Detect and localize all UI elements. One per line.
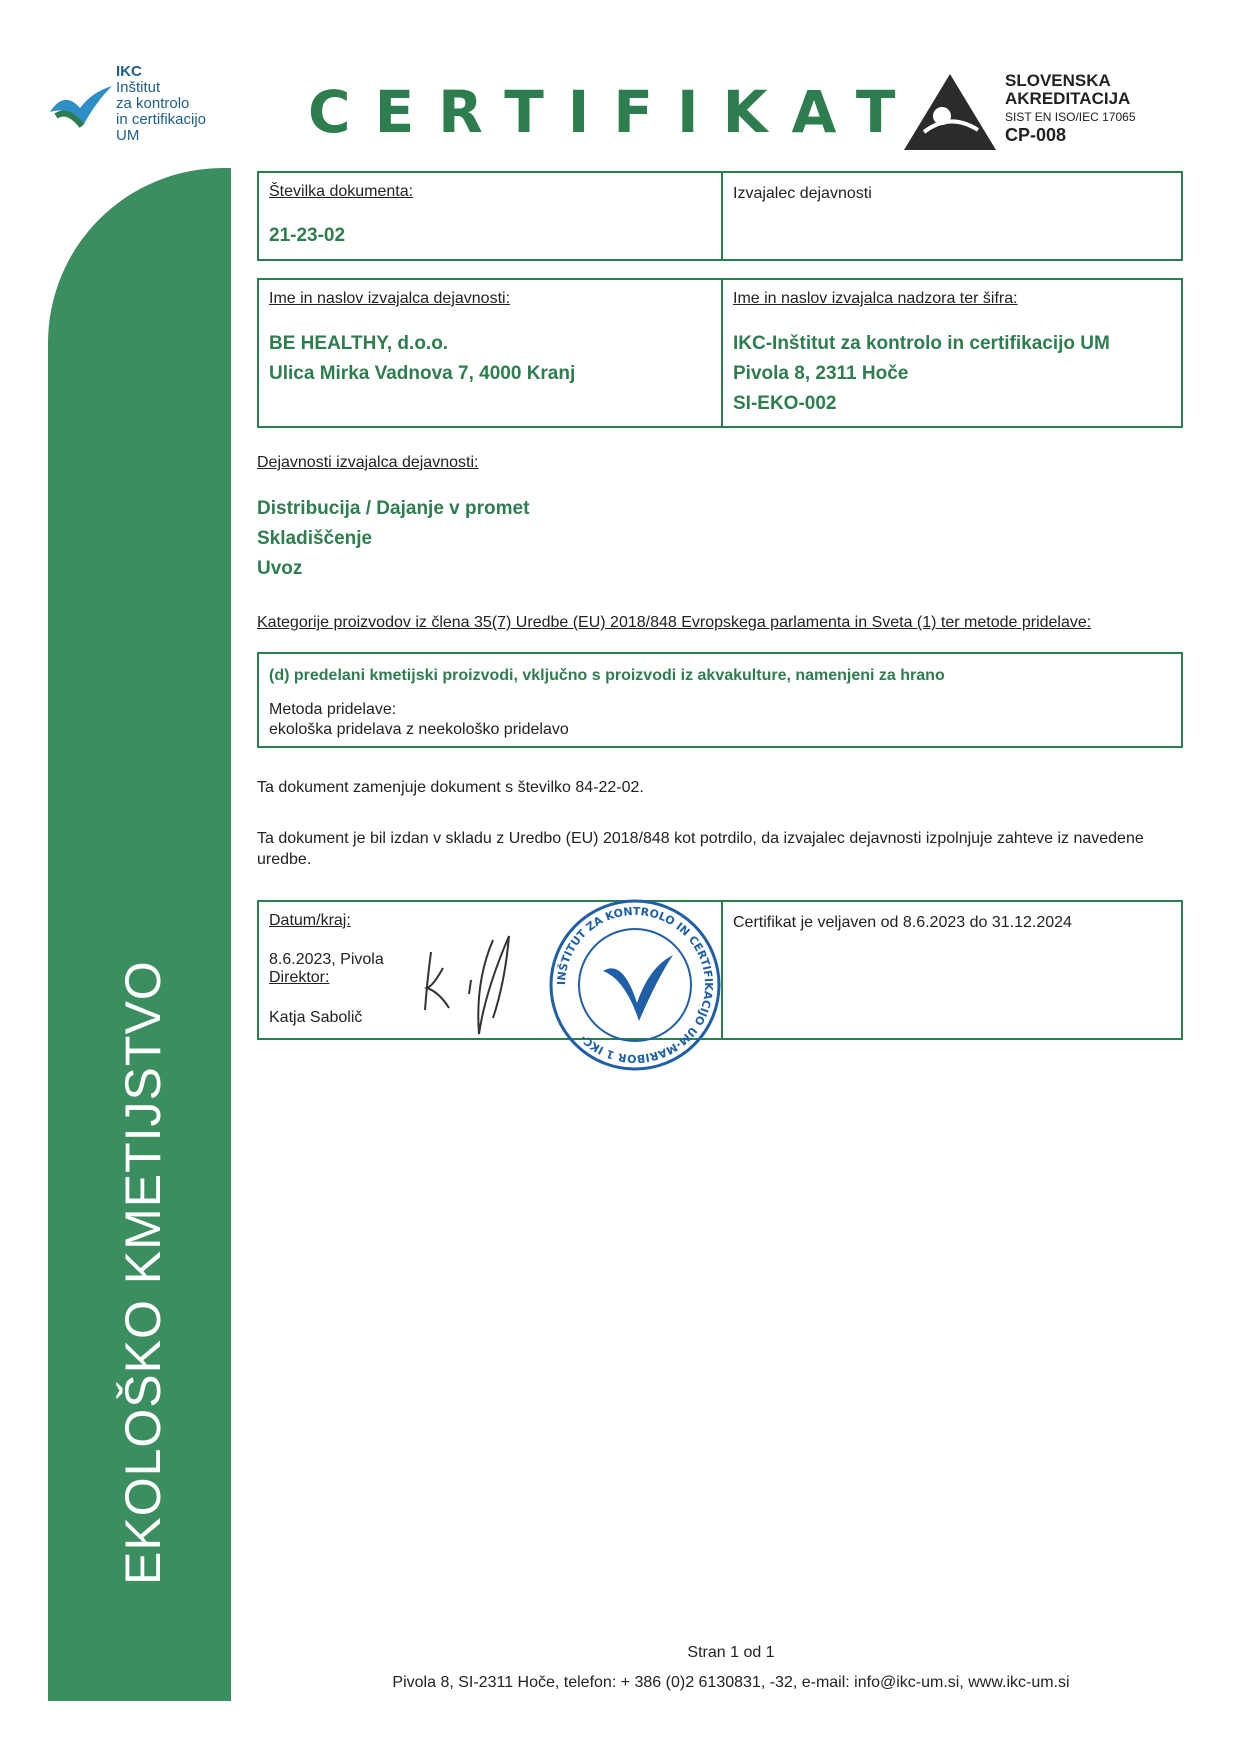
accreditation-text: [1005, 72, 1136, 144]
issued-text: Ta dokument je bil izdan v skladu z Uredbo (EU) 2018/848 kot potrdilo, da izvajalec dejavnosti izpolnjuje zahteve iz navedene uredbe.: [257, 830, 1144, 868]
divider: [721, 280, 723, 426]
control-body-label: Ime in naslov izvajalca nadzora ter šifra:: [733, 290, 1018, 307]
activity-item: Skladiščenje: [257, 528, 373, 549]
logo-line: Inštitut: [116, 79, 161, 96]
activity-item: Distribucija / Dajanje v promet: [257, 498, 530, 519]
categories-box: [257, 652, 1183, 748]
logo-line: in certifikacijo: [116, 111, 207, 128]
ikc-logo-text: [116, 64, 206, 144]
signature-icon: [409, 922, 529, 1042]
director-name: Katja Sabolič: [269, 1009, 363, 1026]
method-value: ekološka pridelava z neekološko pridelavo: [269, 721, 569, 738]
footer-address: Pivola 8, SI-2311 Hoče, telefon: + 386 (0)2 6130831, -32, e-mail: info@ikc-um.si, www.ikc-um.si: [392, 1674, 1070, 1691]
category-item: (d) predelani kmetijski proizvodi, vključno s proizvodi iz akvakulture, namenjeni za hrano: [269, 667, 945, 684]
sidebar-caption: EKOLOŠKO KMETIJSTVO: [115, 960, 171, 1585]
accreditation-line2: AKREDITACIJA: [1005, 89, 1131, 108]
logo-line: IKC: [116, 63, 142, 80]
logo-line: UM: [116, 127, 140, 144]
accreditation-code: CP-008: [1005, 125, 1067, 145]
replaces-text: Ta dokument zamenjuje dokument s številko 84-22-02.: [257, 779, 644, 796]
control-body-address: Pivola 8, 2311 Hoče: [733, 363, 909, 384]
director-label: Direktor:: [269, 969, 330, 986]
sidebar-caption-wrap: [103, 443, 183, 1643]
stamp-icon: [545, 895, 725, 1075]
divider: [721, 173, 723, 259]
accreditation-standard: SIST EN ISO/IEC 17065: [1005, 110, 1136, 124]
activities-list: [257, 494, 529, 584]
page-title: CERTIFIKAT: [308, 78, 920, 146]
stamp-text: INŠTITUT ZA KONTROLO IN CERTIFIKACIJO UM·MARIBOR 1 IKC·: [554, 904, 716, 1066]
method-label: Metoda pridelave:: [269, 701, 397, 718]
categories-label: Kategorije proizvodov iz člena 35(7) Uredbe (EU) 2018/848 Evropskega parlamenta in Sveta (1) ter metode pridelave:: [257, 614, 1092, 631]
logo-line: za kontrolo: [116, 95, 190, 112]
sidebar-band: [48, 168, 231, 1701]
activities-label: Dejavnosti izvajalca dejavnosti:: [257, 454, 479, 471]
operator-label: Ime in naslov izvajalca dejavnosti:: [269, 290, 511, 307]
doc-number-box: [257, 171, 1183, 261]
date-label: Datum/kraj:: [269, 912, 351, 929]
operator-box: [257, 278, 1183, 428]
doc-number-value: 21-23-02: [269, 225, 346, 246]
operator-address: Ulica Mirka Vadnova 7, 4000 Kranj: [269, 363, 576, 384]
date-value: 8.6.2023, Pivola: [269, 951, 384, 968]
slovenska-akreditacija-logo-icon: [902, 72, 998, 152]
doc-number-label: Številka dokumenta:: [269, 183, 414, 200]
control-body-name: IKC-Inštitut za kontrolo in certifikacijo UM: [733, 333, 1110, 354]
ikc-logo-icon: [46, 80, 116, 140]
operator-type-label: Izvajalec dejavnosti: [733, 185, 872, 202]
control-body-code: SI-EKO-002: [733, 393, 837, 414]
validity-text: Certifikat je veljaven od 8.6.2023 do 31.12.2024: [733, 914, 1072, 931]
activity-item: Uvoz: [257, 558, 303, 579]
page-number: Stran 1 od 1: [687, 1644, 775, 1661]
accreditation-line1: SLOVENSKA: [1005, 71, 1111, 90]
operator-name: BE HEALTHY, d.o.o.: [269, 333, 449, 354]
